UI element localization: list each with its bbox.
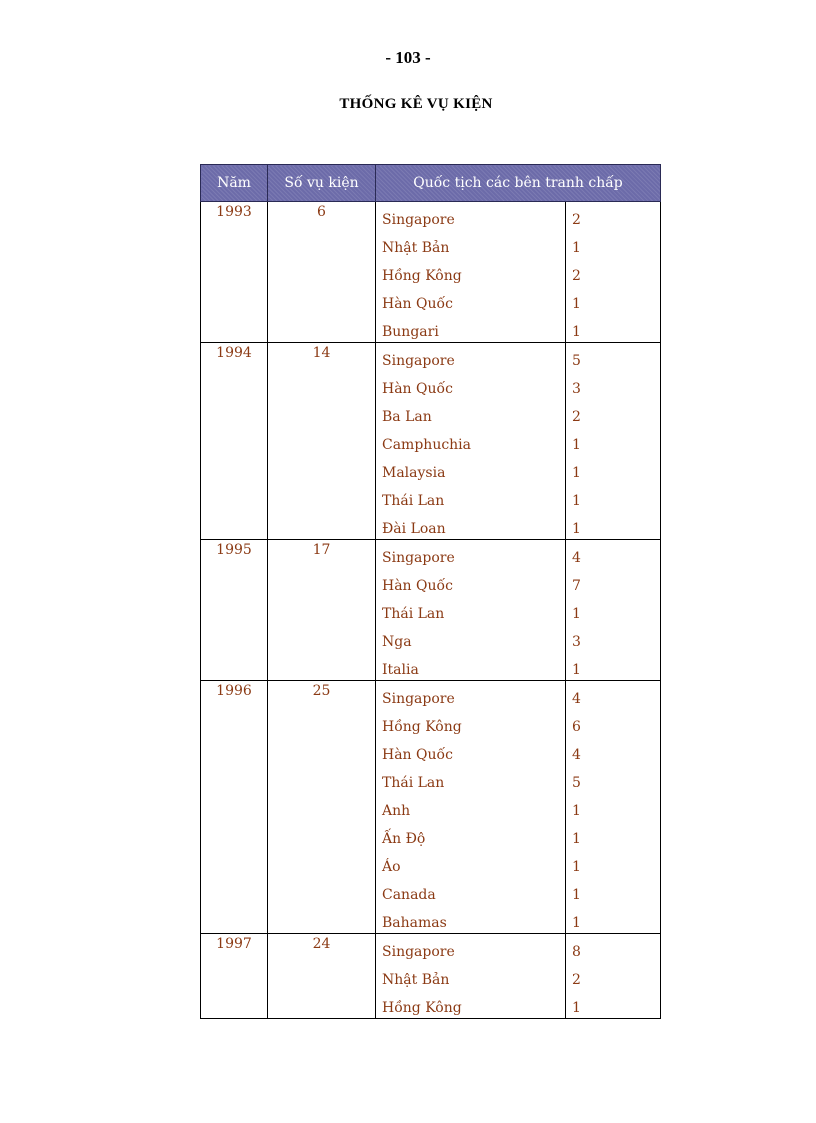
header-year: Năm [201, 165, 268, 202]
country-case-count: 1 [572, 915, 581, 931]
country-case-count: 3 [572, 634, 581, 650]
country-name: Bahamas [382, 915, 447, 931]
case-count-cell: 6 [268, 202, 376, 343]
country-case-count: 5 [572, 775, 581, 791]
country-name: Thái Lan [382, 606, 445, 622]
country-name: Bungari [382, 324, 439, 340]
country-name: Singapore [382, 944, 455, 960]
country-case-count: 1 [572, 465, 581, 481]
country-case-count: 4 [572, 550, 581, 566]
country-case-count: 1 [572, 662, 581, 678]
country-name: Nhật Bản [382, 972, 450, 988]
country-case-count: 1 [572, 1000, 581, 1016]
table-row [201, 202, 661, 343]
country-list-cell [376, 681, 566, 934]
table-row [201, 681, 661, 934]
country-case-count: 8 [572, 944, 581, 960]
country-name: Nhật Bản [382, 240, 450, 256]
country-case-count: 2 [572, 268, 581, 284]
country-case-count-cell [566, 681, 661, 934]
country-case-count: 2 [572, 972, 581, 988]
country-name: Canada [382, 887, 436, 903]
country-name: Anh [382, 803, 411, 819]
country-name: Thái Lan [382, 775, 445, 791]
country-name: Singapore [382, 353, 455, 369]
country-case-count: 3 [572, 381, 581, 397]
country-name: Đài Loan [382, 521, 446, 537]
country-case-count: 1 [572, 887, 581, 903]
year-cell: 1993 [201, 202, 268, 343]
country-list-cell [376, 934, 566, 1019]
table-row [201, 343, 661, 540]
country-case-count: 2 [572, 409, 581, 425]
country-name: Hồng Kông [382, 719, 462, 735]
country-name: Hàn Quốc [382, 381, 453, 397]
country-case-count: 1 [572, 324, 581, 340]
table-header-row [201, 165, 661, 202]
country-name: Hồng Kông [382, 268, 462, 284]
country-list-cell [376, 343, 566, 540]
country-case-count: 6 [572, 719, 581, 735]
country-name: Ba Lan [382, 409, 432, 425]
lawsuit-statistics-table [200, 164, 661, 1019]
country-case-count: 5 [572, 353, 581, 369]
country-name: Hàn Quốc [382, 296, 453, 312]
country-case-count: 1 [572, 606, 581, 622]
country-name: Áo [382, 859, 401, 875]
country-name: Ấn Độ [382, 831, 426, 847]
country-case-count: 2 [572, 212, 581, 228]
table-row [201, 934, 661, 1019]
country-case-count: 4 [572, 747, 581, 763]
country-case-count-cell [566, 343, 661, 540]
case-count-cell: 14 [268, 343, 376, 540]
header-case-count: Số vụ kiện [268, 165, 376, 202]
header-nationality: Quốc tịch các bên tranh chấp [376, 165, 661, 202]
country-name: Hồng Kông [382, 1000, 462, 1016]
country-case-count-cell [566, 202, 661, 343]
country-case-count: 1 [572, 296, 581, 312]
country-case-count: 1 [572, 493, 581, 509]
year-cell: 1996 [201, 681, 268, 934]
country-case-count-cell [566, 934, 661, 1019]
case-count-cell: 17 [268, 540, 376, 681]
case-count-cell: 24 [268, 934, 376, 1019]
country-case-count: 1 [572, 521, 581, 537]
case-count-cell: 25 [268, 681, 376, 934]
country-list-cell [376, 540, 566, 681]
country-name: Nga [382, 634, 412, 650]
table-row [201, 540, 661, 681]
country-name: Singapore [382, 691, 455, 707]
document-title: THỐNG KÊ VỤ KIỆN [339, 96, 493, 112]
year-cell: 1997 [201, 934, 268, 1019]
country-list-cell [376, 202, 566, 343]
country-name: Malaysia [382, 465, 446, 481]
country-case-count: 1 [572, 831, 581, 847]
country-name: Camphuchia [382, 437, 472, 453]
country-name: Singapore [382, 550, 455, 566]
country-case-count: 1 [572, 803, 581, 819]
table-body [201, 202, 661, 1019]
country-name: Hàn Quốc [382, 747, 453, 763]
country-case-count-cell [566, 540, 661, 681]
country-case-count: 1 [572, 240, 581, 256]
country-name: Thái Lan [382, 493, 445, 509]
year-cell: 1995 [201, 540, 268, 681]
country-name: Italia [382, 662, 419, 678]
page-number: - 103 - [385, 48, 431, 67]
country-case-count: 7 [572, 578, 581, 594]
country-case-count: 1 [572, 859, 581, 875]
country-case-count: 1 [572, 437, 581, 453]
country-case-count: 4 [572, 691, 581, 707]
year-cell: 1994 [201, 343, 268, 540]
country-name: Hàn Quốc [382, 578, 453, 594]
country-name: Singapore [382, 212, 455, 228]
